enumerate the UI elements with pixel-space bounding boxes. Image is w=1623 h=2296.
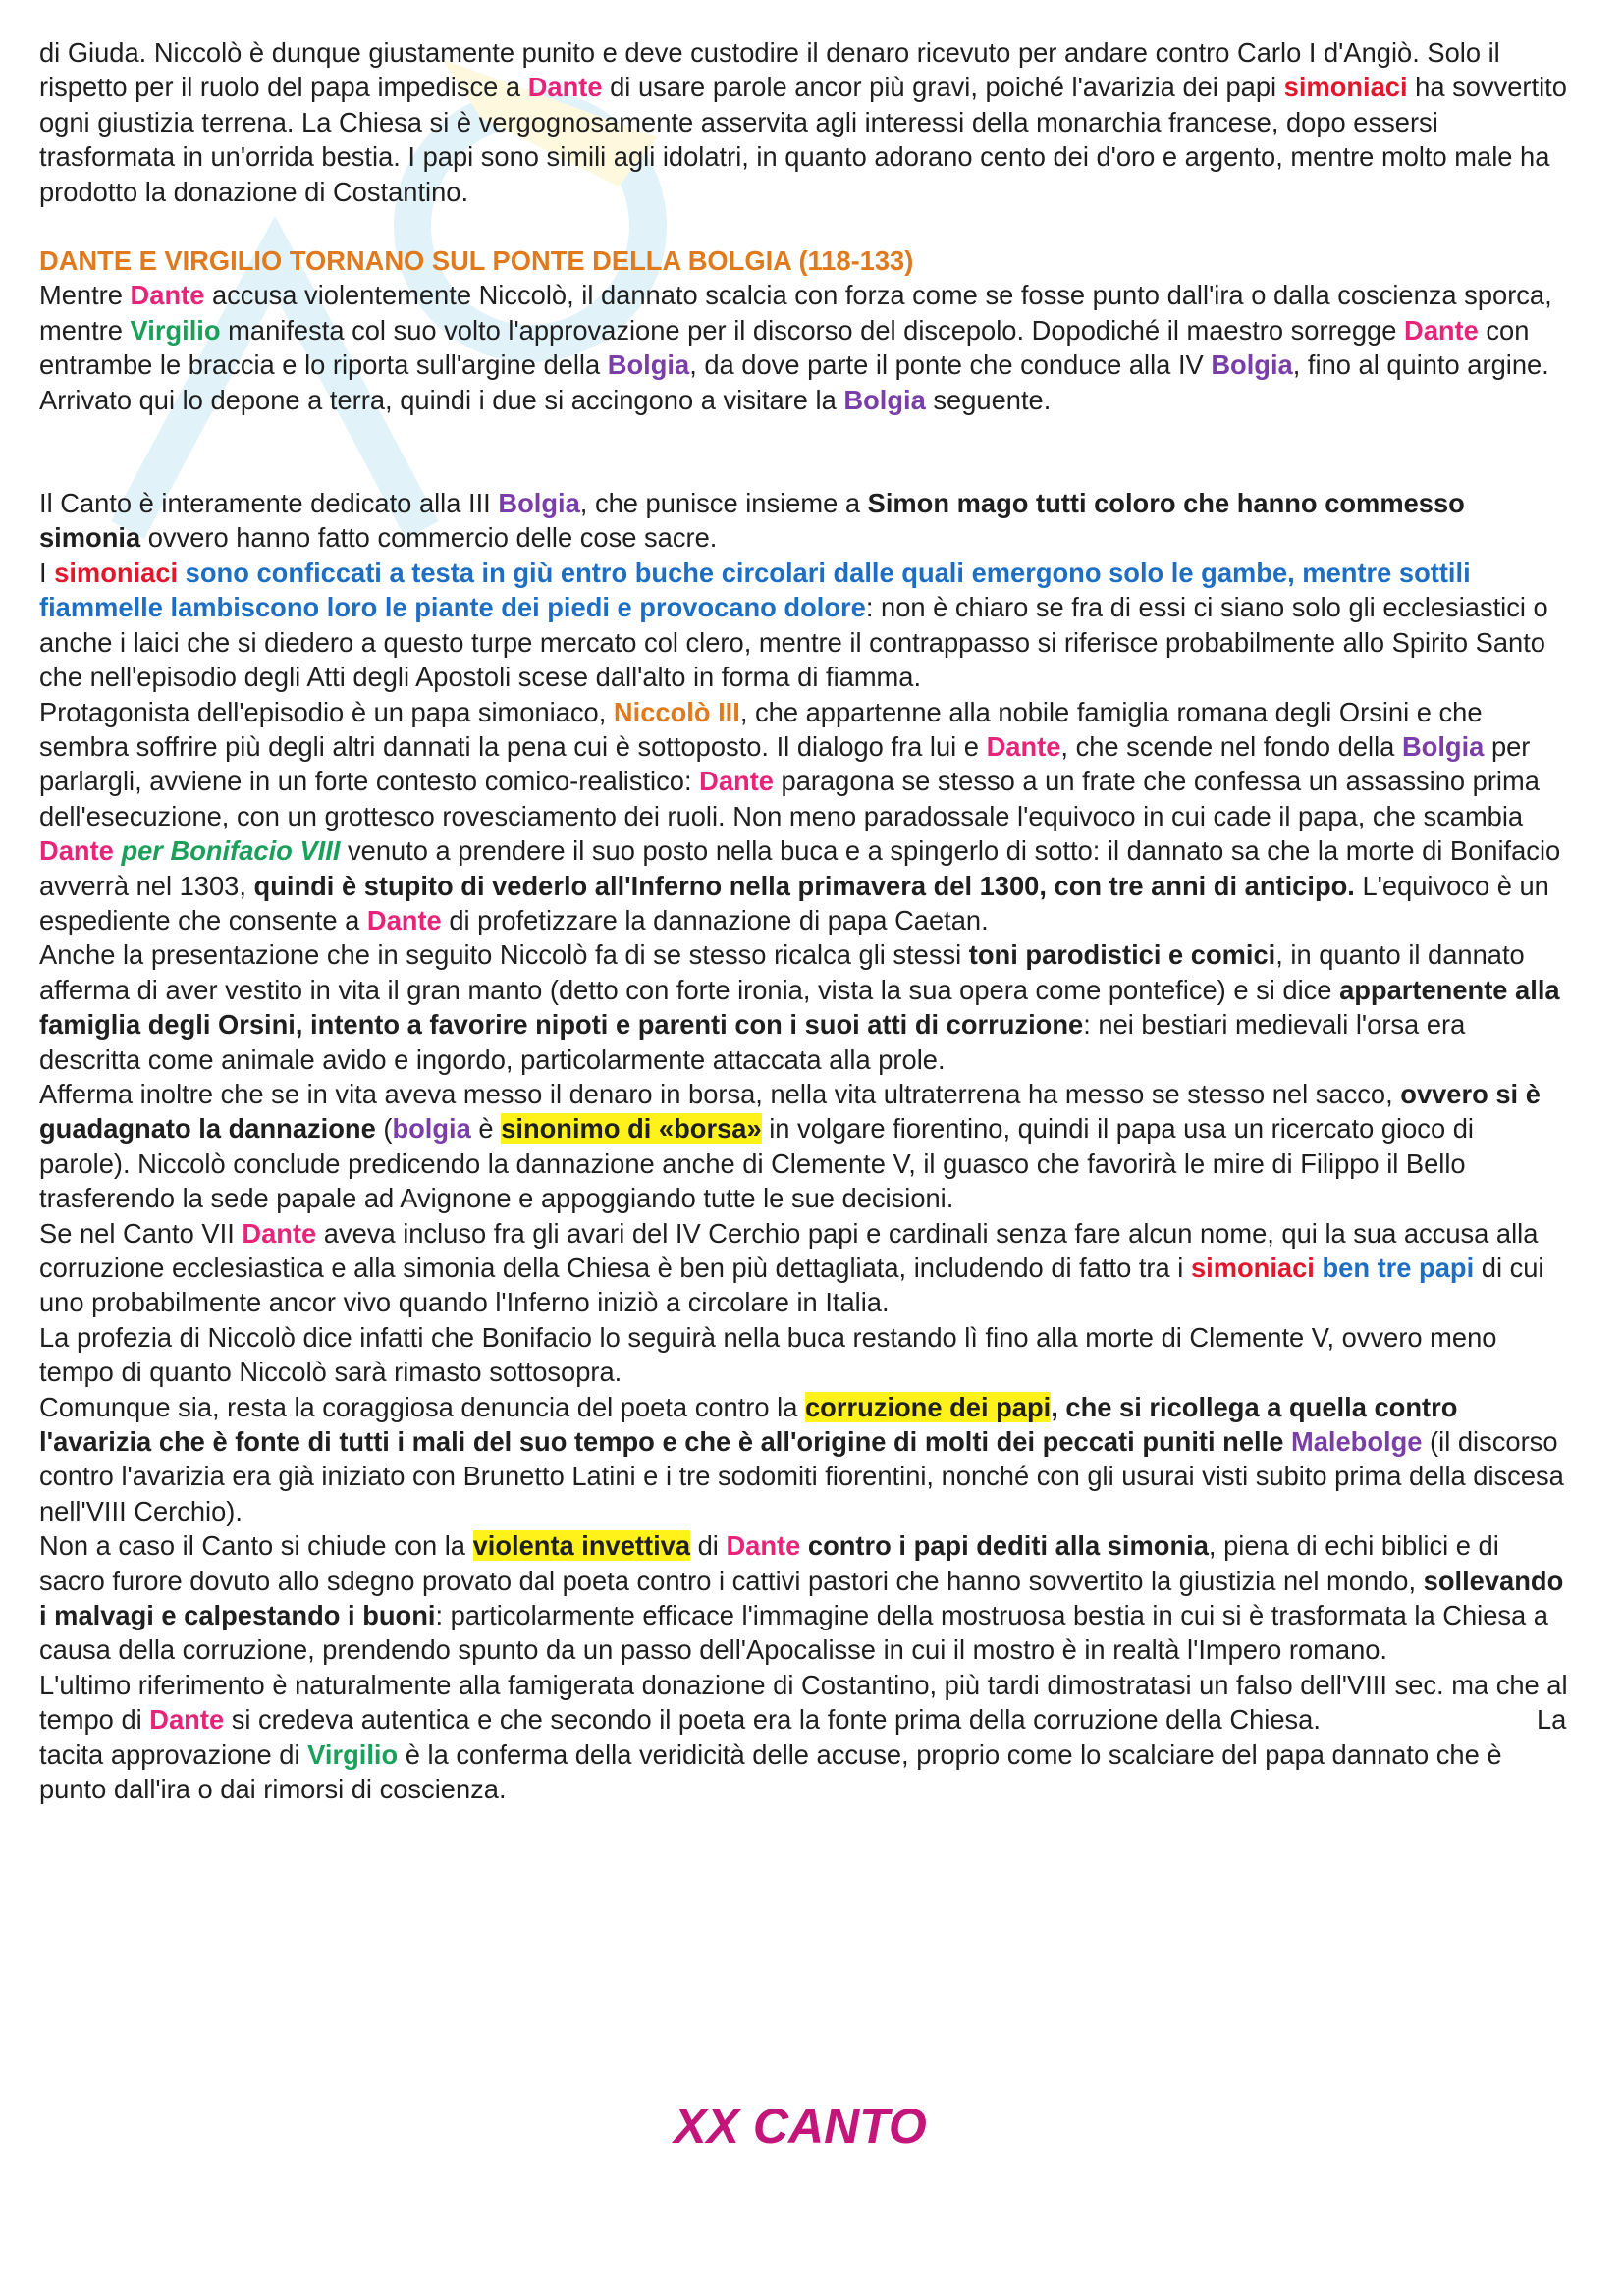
canto-title: XX CANTO (674, 2099, 927, 2154)
paragraph-invettiva: Non a caso il Canto si chiude con la violenta invettiva di Dante contro i papi dediti alla simonia, piena di echi biblici e di sacro furore dovuto allo sdegno provato dal poeta contro i cattivi pastori che hanno sovvertito la giustizia nel mondo, sollevando i malvagi e calpestando i buoni: particolarmente efficace l'immagine della mostruosa bestia in cui si è trasformata la Chiesa a causa della corruzione, prendendo spunto da un passo dell'Apocalisse in cui il mostro è in realtà l'Impero romano. (39, 1530, 1564, 1666)
paragraph-denuncia: Comunque sia, resta la coraggiosa denuncia del poeta contro la corruzione dei papi, che si ricollega a quella contro l'avarizia che è fonte di tutti i mali del suo tempo e che è all'origine di molti dei peccati puniti nelle Malebolge (il discorso contro l'avarizia era già iniziato con Brunetto Latini e i tre sodomiti fiorentini, nonché con gli usurai visti subito prima della discesa nell'VIII Cerchio). (39, 1391, 1564, 1526)
highlight-corruzione: corruzione dei papi (804, 1391, 1052, 1422)
paragraph-orsini: Anche la presentazione che in seguito Niccolò fa di se stesso ricalca gli stessi toni parodistici e comici, in quanto il dannato afferma di aver vestito in vita il gran manto (detto con forte ironia, vista la sua opera come pontefice) e si dice appartenente alla famiglia degli Orsini, intento a favorire nipoti e parenti con i suoi atti di corruzione: nei bestiari medievali l'orsa era descritta come animale avido e ingordo, particolarmente attaccata alla prole. (39, 939, 1560, 1075)
highlight-bolgia: Bolgia (607, 349, 690, 381)
paragraph-niccolo: Protagonista dell'episodio è un papa simoniaco, Niccolò III, che appartenne alla nobile famiglia romana degli Orsini e che sembra soffrire più degli altri dannati la pena cui è sottoposto. Il dialogo fra lui e Dante, che scende nel fondo della Bolgia per parlargli, avviene in un forte contesto comico-realistico: Dante paragona se stesso a un frate che confessa un assassino prima dell'esecuzione, con un grottesco rovesciamento dei ruoli. Non meno paradossale l'equivoco in cui cade il papa, che scambia Dante per Bonifacio VIII venuto a prendere il suo posto nella buca e a spingerlo di sotto: il dannato sa che la morte di Bonifacio avverrà nel 1303, quindi è stupito di vederlo all'Inferno nella primavera del 1300, con tre anni di anticipo. L'equivoco è un espediente che consente a Dante di profetizzare la dannazione di papa Caetan. (39, 696, 1561, 935)
highlight-dante: Dante (527, 72, 603, 103)
document-body (39, 35, 1571, 1807)
paragraph-borsa: Afferma inoltre che se in vita aveva messo il denaro in borsa, nella vita ultraterrena ha messo se stesso nel sacco, ovvero si è guadagnato la dannazione (bolgia è sinonimo di «borsa» in volgare fiorentino, quindi il papa usa un ricercato gioco di parole). Niccolò conclude predicendo la dannazione anche di Clemente V, il guasco che favorirà le mire di Filippo il Bello trasferendo la sede papale ad Avignone e appoggiando tutte le sue decisioni. (39, 1078, 1541, 1214)
paragraph-intro-canto: Il Canto è interamente dedicato alla III Bolgia, che punisce insieme a Simon mago tutti coloro che hanno commesso simonia ovvero hanno fatto commercio delle cose sacre. (39, 488, 1465, 554)
highlight-bonifacio: per Bonifacio VIII (121, 835, 341, 867)
highlight-niccolo: Niccolò III (613, 696, 740, 727)
highlight-borsa: sinonimo di «borsa» (501, 1113, 762, 1145)
highlight-pena: sono conficcati a testa in giù entro buche circolari dalle quali emergono solo le gambe, mentre sottili fiammelle lambiscono loro le piante dei piedi e provocano dolore (39, 557, 1471, 623)
paragraph-ponte: Mentre Dante accusa violentemente Niccolò, il dannato scalcia con forza come se fosse punto dall'ira o dalla coscienza sporca, mentre Virgilio manifesta col suo volto l'approvazione per il discorso del discepolo. Dopodiché il maestro sorregge Dante con entrambe le braccia e lo riporta sull'argine della Bolgia, da dove parte il ponte che conduce alla IV Bolgia, fino al quinto argine. Arrivato qui lo depone a terra, quindi i due si accingono a visitare la Bolgia seguente. (39, 280, 1552, 415)
paragraph-giuda: di Giuda. Niccolò è dunque giustamente punito e deve custodire il denaro ricevuto per andare contro Carlo I d'Angiò. Solo il rispetto per il ruolo del papa impedisce a Dante di usare parole ancor più gravi, poiché l'avarizia dei papi simoniaci ha sovvertito ogni giustizia terrena. La Chiesa si è vergognosamente asservita agli interessi della monarchia francese, dopo essersi trasformata in un'orrida bestia. I papi sono simili agli idolatri, in quanto adorano cento dei d'oro e argento, mentre molto male ha prodotto la donazione di Costantino. (39, 37, 1567, 207)
section-heading: DANTE E VIRGILIO TORNANO SUL PONTE DELLA BOLGIA (118-133) (39, 245, 914, 277)
highlight-virgilio: Virgilio (130, 314, 221, 346)
highlight-invettiva: violenta invettiva (472, 1530, 691, 1562)
paragraph-costantino: L'ultimo riferimento è naturalmente alla famigerata donazione di Costantino, più tardi dimostratasi un falso dell'VIII sec. ma che al tempo di Dante si credeva autentica e che secondo il poeta era la fonte prima della corruzione della Chiesa. La tacita approvazione di Virgilio è la conferma della veridicità delle accuse, proprio come lo scalciare del papa dannato che è punto dall'ira o dai rimorsi di coscienza. (39, 1669, 1568, 1805)
paragraph-pena: I simoniaci sono conficcati a testa in giù entro buche circolari dalle quali emergono solo le gambe, mentre sottili fiammelle lambiscono loro le piante dei piedi e provocano dolore: non è chiaro se fra di essi ci siano solo gli ecclesiastici o anche i laici che si diedero a questo turpe mercato col clero, mentre il contrappasso si riferisce probabilmente allo Spirito Santo che nell'episodio degli Atti degli Apostoli scese dall'alto in forma di fiamma. (39, 557, 1548, 693)
highlight-simoniaci: simoniaci (1283, 72, 1408, 103)
paragraph-canto-vii: Se nel Canto VII Dante aveva incluso fra gli avari del IV Cerchio papi e cardinali senza fare alcun nome, qui la sua accusa alla corruzione ecclesiastica e alla simonia della Chiesa è ben più dettagliata, includendo di fatto tra i simoniaci ben tre papi di cui uno probabilmente ancor vivo quando l'Inferno iniziò a circolare in Italia. (39, 1217, 1544, 1318)
paragraph-profezia: La profezia di Niccolò dice infatti che Bonifacio lo seguirà nella buca restando lì fino alla morte di Clemente V, ovvero meno tempo di quanto Niccolò sarà rimasto sottosopra. (39, 1321, 1497, 1388)
